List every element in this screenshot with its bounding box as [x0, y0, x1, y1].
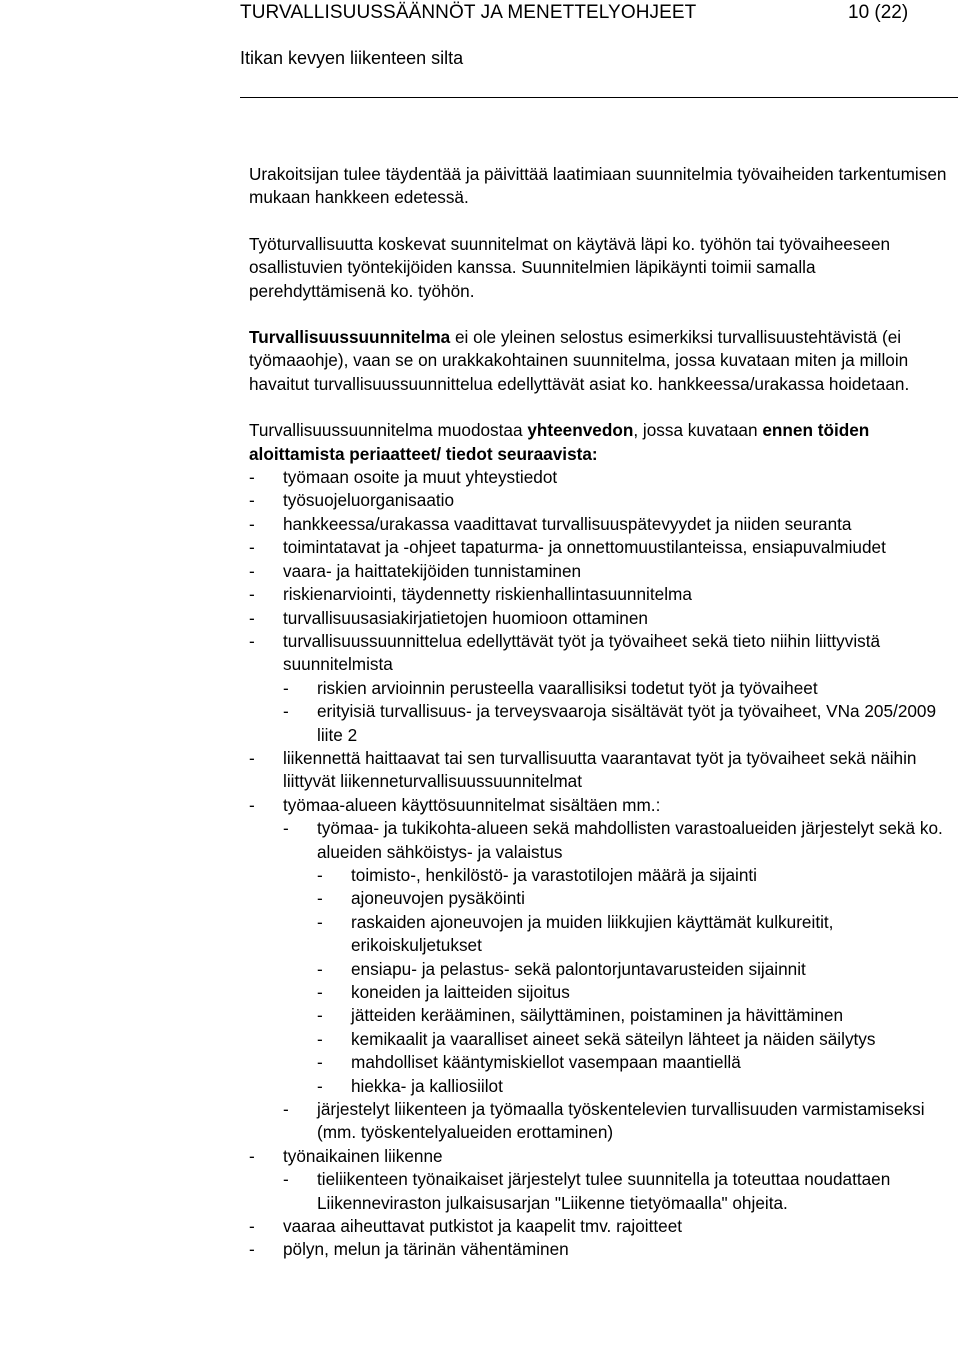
paragraph-safety-plan-definition [249, 326, 949, 396]
list-item: - turvallisuusasiakirjatietojen huomioon ottaminen [249, 607, 949, 630]
sub-list-item: - järjestelyt liikenteen ja työmaalla työskentelevien turvallisuuden varmistamiseksi (mm. työskentelyalueiden erottaminen) [283, 1098, 949, 1145]
sub-sub-list-item: - ensiapu- ja pelastus- sekä palontorjuntavarusteiden sijainnit [317, 958, 949, 981]
sub-sub-list-item: - toimisto-, henkilöstö- ja varastotilojen määrä ja sijainti [317, 864, 949, 887]
header-divider [240, 97, 958, 98]
list-item: - vaaraa aiheuttavat putkistot ja kaapelit tmv. rajoitteet [249, 1215, 949, 1238]
sub-list-item: - erityisiä turvallisuus- ja terveysvaaroja sisältävät työt ja työvaiheet, VNa 205/2009 liite 2 [283, 700, 949, 747]
sub-list-item [283, 817, 949, 1098]
intro-text-2: , jossa kuvataan [633, 420, 763, 441]
sub-list-item: - riskien arvioinnin perusteella vaarallisiksi todetut työt ja työvaiheet [283, 677, 949, 700]
sub-sub-list-item: - kemikaalit ja vaaralliset aineet sekä säteilyn lähteet ja näiden säilytys [317, 1028, 949, 1051]
list-item: - vaara- ja haittatekijöiden tunnistaminen [249, 560, 949, 583]
list-item: - toimintatavat ja -ohjeet tapaturma- ja onnettomuustilanteissa, ensiapuvalmiudet [249, 536, 949, 559]
sub-sub-list-item: - jätteiden kerääminen, säilyttäminen, poistaminen ja hävittäminen [317, 1004, 949, 1027]
list-item [249, 794, 949, 1145]
paragraph-update-plans: Urakoitsijan tulee täydentää ja päivittää laatimiaan suunnitelmia työvaiheiden tarkentumisen mukaan hankkeen edetessä. [249, 164, 947, 208]
sub-list [283, 817, 949, 1145]
intro-text-1: Turvallisuussuunnitelma muodostaa [249, 420, 528, 441]
document-header-title: TURVALLISUUSSÄÄNNÖT JA MENETTELYOHJEET [240, 2, 697, 23]
safety-plan-contents-list [249, 466, 949, 1262]
sub-list [283, 1168, 949, 1215]
intro-bold-1: yhteenvedon [527, 420, 634, 441]
document-subtitle: Itikan kevyen liikenteen silta [240, 48, 464, 68]
sub-list [283, 677, 949, 747]
list-item: - liikennettä haittaavat tai sen turvallisuutta vaarantavat työt ja työvaiheet sekä näihin liittyvät liikenneturvallisuussuunnitelmat [249, 747, 949, 794]
list-item-text: turvallisuussuunnittelua edellyttävät työt ja työvaiheet sekä tieto niihin liittyvistä suunnitelmista [283, 630, 881, 675]
paragraph-summary-intro [249, 419, 949, 466]
sub-sub-list-item: - mahdolliset kääntymiskiellot vasempaan maantiellä [317, 1051, 949, 1074]
paragraph-review-plans: Työturvallisuutta koskevat suunnitelmat on käytävä läpi ko. työhön tai työvaiheeseen osallistuvien työntekijöiden kanssa. Suunnitelmien läpikäynti toimii samalla perehdyttämisenä ko. työhön. [249, 233, 891, 301]
list-item-text: työnaikainen liikenne [283, 1145, 443, 1166]
list-item: - pölyn, melun ja tärinän vähentäminen [249, 1238, 949, 1261]
term-turvallisuussuunnitelma: Turvallisuussuunnitelma [249, 327, 451, 348]
sub-sub-list-item: - koneiden ja laitteiden sijoitus [317, 981, 949, 1004]
sub-list-item: - tieliikenteen työnaikaiset järjestelyt tulee suunnitella ja toteuttaa noudattaen Liikenneviraston julkaisusarjan "Liikenne tietyömaalla" ohjeita. [283, 1168, 949, 1215]
list-item: - riskienarviointi, täydennetty riskienhallintasuunnitelma [249, 583, 949, 606]
sub-sub-list-item: - ajoneuvojen pysäköinti [317, 887, 949, 910]
list-item-text: työmaa-alueen käyttösuunnitelmat sisältäen mm.: [283, 794, 661, 815]
definition-text: ei ole yleinen selostus esimerkiksi turvallisuustehtävistä (ei työmaaohje), vaan se on urakkakohtainen suunnitelma, jossa kuvataan miten ja milloin havaitut turvallisuussuunnittelua edellyttävät asiat ko. hankkeessa/urakassa hoidetaan. [249, 327, 910, 394]
sub-list-item-text: työmaa- ja tukikohta-alueen sekä mahdollisten varastoalueiden järjestelyt sekä ko. alueiden sähköistys- ja valaistus [317, 818, 943, 862]
sub-sub-list-item: - raskaiden ajoneuvojen ja muiden liikkujien käyttämät kulkureitit, erikoiskuljetukset [317, 911, 949, 958]
document-body [249, 163, 949, 1262]
list-item: - työsuojeluorganisaatio [249, 489, 949, 512]
list-item: - hankkeessa/urakassa vaadittavat turvallisuuspätevyydet ja niiden seuranta [249, 513, 949, 536]
sub-sub-list-item: - hiekka- ja kalliosiilot [317, 1075, 949, 1098]
page-number: 10 (22) [848, 2, 909, 23]
list-item [249, 630, 949, 747]
list-item [249, 1145, 949, 1215]
sub-sub-list [317, 864, 949, 1098]
intro-bold-2: ennen töiden aloittamista periaatteet/ tiedot seuraavista: [249, 420, 870, 464]
list-item: - työmaan osoite ja muut yhteystiedot [249, 466, 949, 489]
